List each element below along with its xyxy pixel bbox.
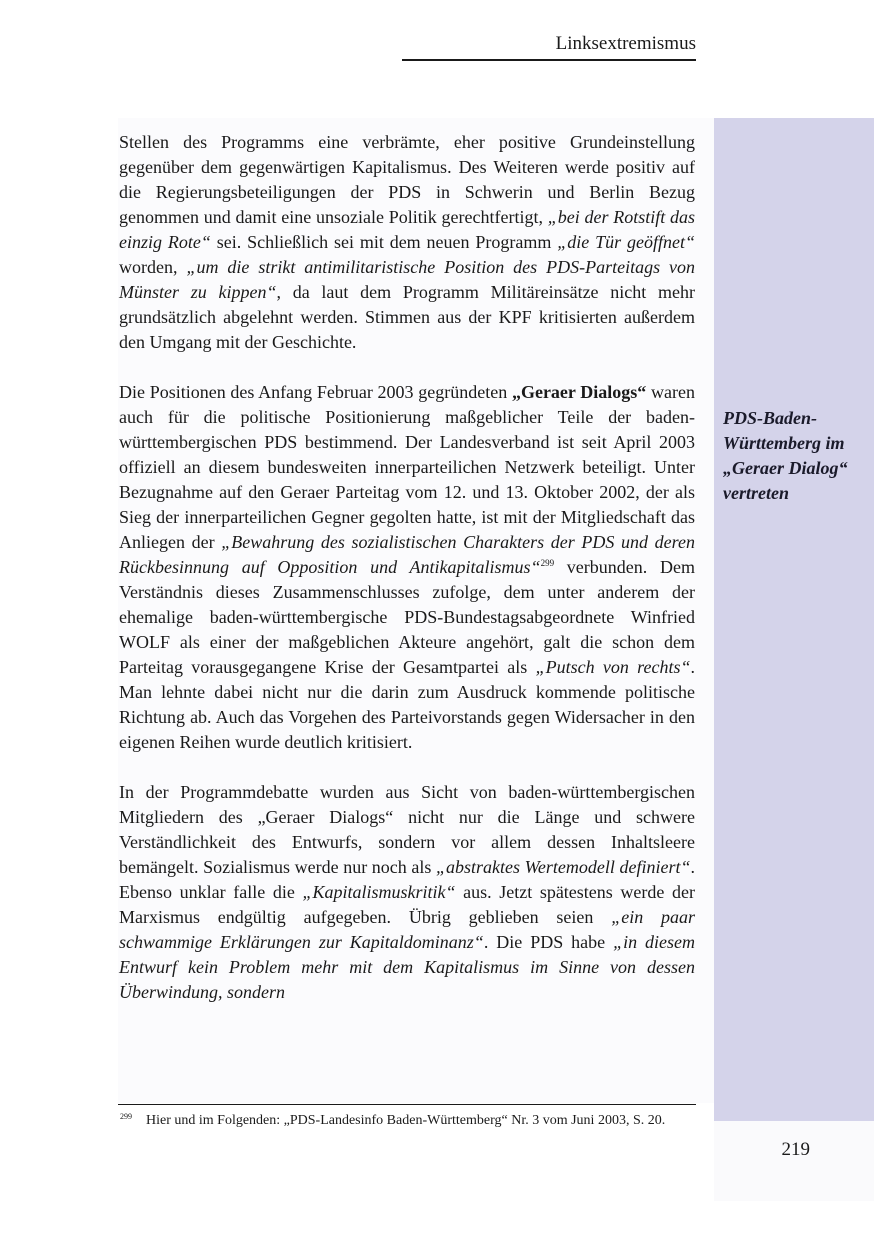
body-text — [119, 130, 695, 1005]
footnote-reference[interactable]: 299 — [540, 558, 555, 568]
paragraph-3: In der Programmdebatte wurden aus Sicht von baden-württembergischen Mitgliedern des „Geraer Dialogs“ nicht nur die Länge und schwere Verständlichkeit des Entwurfs, sondern vor allem dessen Inhaltsleere bemängelt. Sozialismus werde nur noch als „abstraktes Wertemodell definiert“. Ebenso unklar falle die „Kapitalismuskritik“ aus. Jetzt spätestens werde der Marxismus endgültig aufgegeben. Übrig geblieben seien „ein paar schwammige Erklärungen zur Kapitaldominanz“. Die PDS habe „in diesem Entwurf kein Problem mehr mit dem Kapitalismus im Sinne von dessen Überwindung, sondern — [119, 782, 695, 1002]
footnote-text: Hier und im Folgenden: „PDS-Landesinfo Baden-Württemberg“ Nr. 3 vom Juni 2003, S. 20. — [146, 1113, 666, 1128]
margin-sidebar — [714, 118, 874, 1121]
paragraph-1: Stellen des Programms eine verbrämte, eher positive Grundeinstellung gegenüber dem gegenwärtigen Kapitalismus. Des Weiteren werde positiv auf die Regierungsbeteiligungen der PDS in Schwerin und Berlin Bezug genommen und damit eine unsoziale Politik gerechtfertigt, „bei der Rotstift das einzig Rote“ sei. Schließlich sei mit dem neuen Programm „die Tür geöffnet“ worden, „um die strikt antimilitaristische Position des PDS-Parteitags von Münster zu kippen“, da laut dem Programm Militäreinsätze nicht mehr grundsätzlich abgelehnt werden. Stimmen aus der KPF kritisierten außerdem den Umgang mit der Geschichte. — [119, 132, 696, 352]
footnote — [120, 1108, 700, 1130]
paragraph-2: Die Positionen des Anfang Februar 2003 gegründeten „Geraer Dialogs“ waren auch für die politische Positionierung maßgeblicher Teile der baden-württembergischen PDS bestimmend. Der Landesverband ist seit April 2003 offiziell an diesem bundesweiten innerparteilichen Netzwerk beteiligt. Unter Bezugnahme auf den Geraer Parteitag vom 12. und 13. Oktober 2002, der als Sieg der innerparteilichen Gegner gegolten hatte, ist mit der Mitgliedschaft das Anliegen der „Bewahrung des sozialistischen Charakters der PDS und deren Rückbesinnung auf Opposition und Antikapitalismus“$^{299}$ verbunden. Dem Verständnis dieses Zusammenschlusses zufolge, dem unter anderem der ehemalige baden-württembergische PDS-Bundestagsabgeordnete Winfried WOLF als einer der maßgeblichen Akteure angehört, galt die schon dem Parteitag vorausgegangene Krise der Gesamtpartei als „Putsch von rechts“. Man lehnte dabei nicht nur die darin zum Ausdruck kommende politische Richtung ab. Auch das Vorgehen des Parteivorstands gegen Widersacher in den eigenen Reihen wurde deutlich kritisiert. — [119, 382, 696, 752]
running-head: Linksextremismus — [402, 32, 696, 61]
page-number: 219 — [781, 1139, 810, 1160]
footnote-number: 299 — [120, 1112, 132, 1121]
margin-note: PDS-Baden-Württemberg im „Geraer Dialog“ vertreten — [723, 408, 848, 503]
footnote-divider — [118, 1104, 696, 1105]
